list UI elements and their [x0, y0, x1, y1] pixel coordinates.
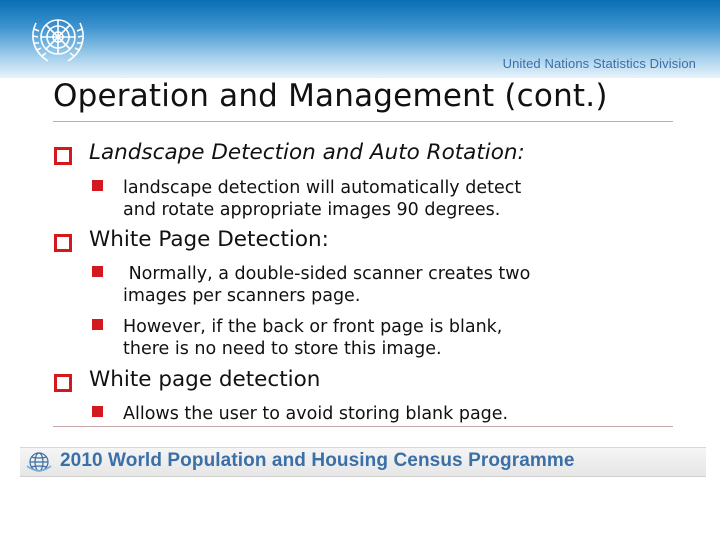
footer-programme-title: 2010 World Population and Housing Census Programme: [60, 450, 575, 471]
hollow-square-bullet-icon: [54, 147, 72, 165]
hollow-square-bullet-icon: [54, 234, 72, 252]
hollow-square-bullet-icon: [54, 374, 72, 392]
filled-square-bullet-icon: [92, 266, 103, 277]
organization-name: United Nations Statistics Division: [502, 56, 696, 71]
sub-bullet-line: images per scanners page.: [123, 286, 361, 306]
sub-bullet-line: Normally, a double-sided scanner creates two: [123, 264, 531, 284]
sub-bullet-line: However, if the back or front page is blank,: [123, 317, 503, 337]
filled-square-bullet-icon: [92, 180, 103, 191]
bullet-label: Landscape Detection and Auto Rotation:: [89, 140, 525, 165]
footer-banner: [20, 447, 706, 477]
globe-icon: [26, 450, 52, 474]
sub-bullet-line: landscape detection will automatically detect: [123, 178, 522, 198]
bullet-label: White Page Detection:: [89, 227, 329, 252]
filled-square-bullet-icon: [92, 319, 103, 330]
content-divider: [53, 426, 673, 427]
slide-title: Operation and Management (cont.): [53, 78, 608, 114]
bullet-label: White page detection: [89, 367, 321, 392]
sub-bullet-line: Allows the user to avoid storing blank page.: [123, 404, 509, 424]
filled-square-bullet-icon: [92, 406, 103, 417]
sub-bullet-line: and rotate appropriate images 90 degrees.: [123, 200, 501, 220]
sub-bullet-line: there is no need to store this image.: [123, 339, 442, 359]
